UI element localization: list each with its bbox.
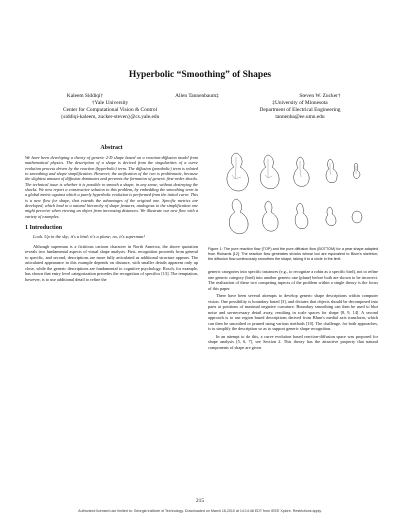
pear-shape-top-5 bbox=[354, 163, 361, 178]
paper-title: Hyperbolic “Smoothing” of Shapes bbox=[128, 70, 272, 80]
abstract-heading: Abstract bbox=[100, 145, 123, 151]
right-column bbox=[208, 145, 378, 352]
author-name-tannenbaum: Allen Tannenbaum‡ bbox=[175, 93, 219, 99]
pear-shape-top-4 bbox=[326, 159, 337, 183]
abstract-text: We have been developing a theory of generic 2-D shape based on a reaction-diffusion model from mathematical physics. The description of a shape is derived from the singularities of a curve evolution process driven by the reaction (hyperbolic) term. The diffusion (parabolic) term is related to smoothing and shape simplification. However, the unification of the two is problematic, because the slightest amount of diffusion dominates and prevents the formation of generic first-order shocks. The technical issue is whether it is possible to smooth a shape, in any sense, without destroying the shocks. We now report a constructive solution to this problem, by embedding the smoothing term in a global metric against which a purely hyperbolic evolution is performed from the initial curve. This is a new flow for shape, that extends the advantages of the original one. Specific metrics are developed, which lead to a natural hierarchy of shape features, analogous to the simplification one might perceive when viewing an object from increasing distances. We illustrate our new flow with a variety of examples. bbox=[25, 155, 198, 219]
affiliation-yale-center: Center for Computational Vision & Control bbox=[62, 107, 158, 114]
right-paragraph-2: There have been several attempts to develop generic shape descriptions within computer vision. One possibility is boundary based [3], and dictates that objects should be decomposed into parts at positions of maximal negative curvature. Boundary smoothing can then be used to blur noise and un-necessary detail away, resulting in scale spaces for shape [8, 9, 14]. A second approach is to use region based descriptions derived from Blum's medial axis transform, which can then be smoothed or pruned using various methods [10]. The challenge, for both approaches, is to simplify the description so as to support generic shape recognition. bbox=[208, 293, 378, 332]
intro-quote: Look. Up in the sky; it's a bird; it's a plane; no, it's superman! bbox=[33, 233, 145, 239]
pear-shape-top-1 bbox=[227, 153, 248, 191]
right-paragraph-3: In an attempt to do this, a curve evolution based reaction-diffusion space was proposed for shape analysis [5, 6, 7], see Section 2. This theory has the attractive property that natural components of shape are given bbox=[208, 333, 378, 350]
affiliation-yale: †Yale University bbox=[91, 100, 129, 107]
pear-shape-top-3 bbox=[294, 157, 309, 186]
intro-paragraph: Although superman is a fictitious cartoon character in North America, the above quotation reveals two fundamental aspects of visual shape analysis. First, recognition proceeds from general to specific, and second, descriptions are more fully articulated as additional structure appears. The articulated appearance in this example depends on distance, with smaller details apparent only up close, while the generic descriptions are fundamental to cognitive psychology. Rosch, for example, has shown that entry level categorization precedes the recognition of specifics [13]. The temptation, however, is to use additional detail to refine the bbox=[25, 243, 198, 282]
pear-shape-bottom-1 bbox=[229, 199, 248, 234]
author-name-zucker: Steven W. Zucker† bbox=[299, 93, 341, 99]
author-block bbox=[20, 93, 380, 133]
left-column bbox=[25, 145, 198, 284]
figure-1-caption: Figure 1: The pure reaction flow (TOP) and the pure diffusion flow (BOTTOM) for a pear shape adapted from Richards [12]. The reaction flow generates shocks whose loci are equivalent to Blum's skeleton; the diffusion flow continuously smoothes the shape, taking it to a circle in the limit. bbox=[208, 247, 378, 261]
section-heading-introduction: 1 Introduction bbox=[25, 224, 63, 231]
pear-shape-bottom-3 bbox=[295, 203, 308, 229]
author-name-siddiqi: Kaleem Siddiqi† bbox=[66, 93, 104, 99]
right-paragraph-1: generic categories into specific instances (e.g., to recognize a robin as a specific bird), not to refine one generic category (bird) into another generic one (plane) before both are shown to be incorrect. The realization of these two competing aspects of the problem within a single theory is the focus of this paper. bbox=[208, 269, 378, 291]
page-number: 215 bbox=[195, 498, 205, 504]
email-yale: {siddiqi-kaleem, zucker-steven}@cs.yale.edu bbox=[60, 114, 160, 121]
author-right bbox=[225, 93, 375, 121]
affiliation-minnesota-dept: Department of Electrical Engineering bbox=[259, 107, 341, 114]
license-footer: Authorized licensed use limited to: Georgia Institute of Technology. Downloaded on March 16,2010 at 14:14:48 EDT from IEEE Xplore. Restrictions apply. bbox=[78, 509, 322, 513]
email-minnesota: tannenba@ee.umn.edu bbox=[275, 114, 325, 121]
affiliation-minnesota: ‡University of Minnesota bbox=[272, 100, 328, 107]
figure-1-image bbox=[208, 145, 378, 245]
circle-limit-shape bbox=[352, 211, 362, 223]
pear-shape-bottom-2 bbox=[263, 201, 279, 231]
pear-shape-bottom-4 bbox=[326, 207, 336, 226]
pear-shape-top-2 bbox=[260, 155, 279, 189]
figure-1 bbox=[208, 145, 378, 245]
